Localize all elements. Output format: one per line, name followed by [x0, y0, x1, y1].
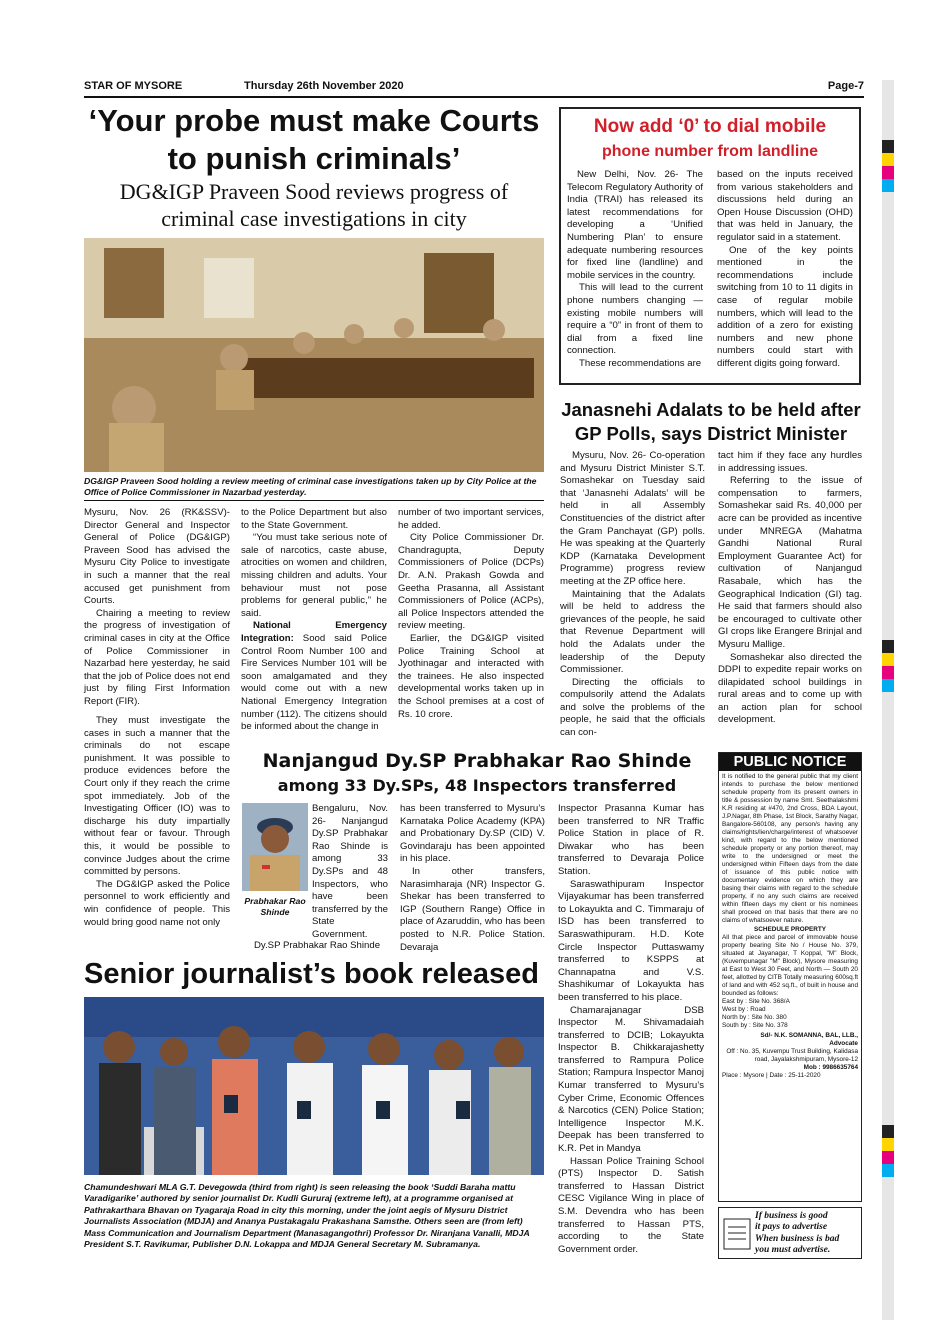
- caption-rule: [84, 500, 544, 501]
- story4-para: Saraswathipuram Inspector Vijayakumar has been transferred to Lokayukta and C. Timmaraju of ISD has been transferred to Saraswathipuram. H.D. Kote Circle Inspector Puttaswamy transferred to KSPPS at Channapatna and V.S. Shashikumar of Lokayukta has been transferred to his place.: [558, 878, 704, 1003]
- notice-address: Off : No. 35, Kuvempu Trust Building, Kalidasa road, Jayalakshmipuram, Mysore-12: [726, 1048, 858, 1063]
- schedule-body: All that piece and parcel of immovable house property bearing Site No / House No. 379, situated at Jayanagar, T Koppal, "M" Block, (Kuvempunagar "M" Block), Mysore measuring at East to West 30 Feet, and North — South 20 feet, allotted by CITB Totally measuring 600sq.ft of land and with 452 sq.ft., of built in house and bounded as follows:: [722, 934, 858, 997]
- story1-col1-cont: [84, 715, 230, 929]
- story2-headline2: phone number from landline: [601, 143, 818, 160]
- story1-para-lead: [241, 620, 387, 733]
- story1-col3: [398, 507, 544, 721]
- officer-portrait: [242, 803, 308, 891]
- story4-col1-top: [312, 803, 388, 942]
- story1-caption-text: DG&IGP Praveen Sood holding a review meeting of criminal case investigations taken up by City Police at the Office of Police Commissioner in Nazarbad yesterday.: [84, 476, 537, 498]
- story1-para: The DG&IGP asked the Police personnel to work efficiently and win confidence of people. This would bring good name not only: [84, 878, 230, 928]
- masthead: [84, 79, 864, 97]
- story3-para: Referring to the issue of compensation to farmers, Somashekar said Rs. 40,000 per acre can be provided as incentive under MNREGA (Mahatma Gandhi National Rural Employment Guarantee Act) for cultivation of Nanjangud Rasabale, which has the Geographical Indication (GI) tag. He said that farmers should also be encouraged to cultivate other GI crops like Erangere Brinjal and Mysuru Mallige.: [718, 475, 862, 650]
- advertise-line1: If business is good: [755, 1211, 828, 1221]
- story4-para: has been transferred to Mysuru’s Karnataka Police Academy (KPA) and Probationary Dy.SP (CID) V. Govindaraju has been appointed in his place.: [400, 803, 545, 865]
- book-release-illustration: [84, 997, 544, 1175]
- story2-para: One of the key points mentioned in the recommendations include switching from 10 to 11 digits in case of regular mobile numbers, which will lead to the addition of a zero for existing numbers and new phone numbers could start with different digits going forward.: [717, 244, 853, 369]
- story3-para: Directing the officials to compulsorily attend the Adalats and solve the problems of the people, he said that the officials can con-: [560, 676, 705, 739]
- public-notice-title: PUBLIC NOTICE: [719, 753, 861, 771]
- advertise-box: [718, 1207, 862, 1259]
- story2-para: based on the inputs received from various stakeholders and discussions held during an Open House Discussion (OHD) that was held in January, the regulator said in a statement.: [717, 169, 853, 243]
- story1-para: City Police Commissioner Dr. Chandragupta, Deputy Commissioners of Police (DCPs) Dr. A.N. Prakash Gowda and Geetha Prasanna, all Assistant Commissioners of Police (ACPs), all Police Inspectors attended the review meeting.: [398, 532, 544, 632]
- story1-para: They must investigate the cases in such a manner that the criminals do not escape punishment. It was possible to produce evidences before the Court only if they reach the crime spot immediately. Job of the Investigating Officer (IO) was to discharge his duty impartially without fear or favour. Through this, it would be possible to convince Judges about the crime committed by persons.: [84, 715, 230, 878]
- bound-north: North by : Site No. 380: [722, 1014, 787, 1021]
- story1-headline: ‘Your probe must make Courts to punish criminals’: [88, 103, 540, 176]
- public-notice-content: [719, 771, 861, 1082]
- story1-para: to the Police Department but also to the State Government.: [241, 507, 387, 531]
- bound-west: West by : Road: [722, 1006, 766, 1013]
- public-notice-body: It is notified to the general public that my client intends to purchase the below mentioned schedule property from its present owners in title & possession by name Smt. Seethalakshmi K.R residing at #470, 2nd Cross, BDA Layout, J.P.Nagar, 8th Phase, 1st Block, Sarathy Nagar, Bangalore-560108, any person/s having any claims/rights/lien/charge/interest of whatsoever kind, with regard to the below mentioned schedule property or any portion thereof, may write to the undersigned or meet the undersigned within Fifteen days from the date of issuance of this public notice with documentary evidence on which they are basing their claims with regard to the schedule property, if no any such claims are received within fifteen days my client or his nominees shall proceed on that basis that there are no claims of whatsoever nature.: [722, 773, 858, 924]
- story5-caption: [84, 1182, 544, 1250]
- color-registration-strip: [882, 80, 894, 1320]
- story3-col1: [560, 450, 705, 740]
- advertise-line4: you must advertise.: [755, 1245, 831, 1255]
- meeting-photo: [84, 238, 544, 472]
- story3-para: Maintaining that the Adalats will be held to address the grievances of the people, he said that Revenue Department will hold the Adalats under the leadership of the Deputy Commissioner.: [560, 588, 705, 676]
- story4-para: Dy.SP Prabhakar Rao Shinde: [254, 940, 381, 951]
- story3-para: Mysuru, Nov. 26- Co-operation and Mysuru District Minister S.T. Somashekar on Tuesday said that ‘Janasnehi Adalats’ will be held in all Assembly Constituencies of the district after the Gram Panchayat (GP) polls. He was speaking at the Quarterly KDP (Karnataka Development Programme) progress review meeting at the ZP office here.: [560, 450, 705, 587]
- story1-subhead: DG&IGP Praveen Sood reviews progress of criminal case investigations in city: [119, 179, 509, 231]
- officer-portrait-illustration: [242, 803, 308, 891]
- story1-para: Mysuru, Nov. 26 (RK&SSV)- Director General and Inspector General of Police (DG&IGP) Praveen Sood has advised the Mysuru City Police to investigate in such a manner that the real accused get punishment from Courts.: [84, 507, 230, 607]
- book-release-photo: [84, 997, 544, 1175]
- notice-signature: Sd/- N.K. SOMANNA, BAL, LLB.,: [760, 1032, 858, 1039]
- advertise-line2: it pays to advertise: [755, 1222, 828, 1232]
- meeting-photo-illustration: [84, 238, 544, 472]
- story4-col1-bottom: [242, 940, 388, 953]
- public-notice: [718, 752, 862, 1202]
- story2-para: New Delhi, Nov. 26- The Telecom Regulatory Authority of India (TRAI) has released its latest recommendations for developing a ‘Unified Numbering Plan’ to ensure adequate numbering resources for fixed line (landline) and mobile services in the country.: [567, 169, 703, 281]
- story4-para: Bengaluru, Nov. 26- Nanjangud Dy.SP Prabhakar Rao Shinde is among 33 Dy.SPs and 48 Inspectors, who have been transferred by the State Government.: [312, 803, 388, 940]
- story5-caption-text: Chamundeshwari MLA G.T. Devegowda (third from right) is seen releasing the book ‘Suddi Baraha mattu Varadigarike’ authored by senior journalist Dr. Kudli Gururaj (extreme left), at a programme organised at Pathrakarthara Bhavan on Tyagaraja Road in city this morning, under the joint aegis of Mysuru District Journalists Association (MDJA) and Ananya Pustakagalu Prakashana Samsthe. Others seen are (from left) Mass Communication and Journalism Department (Manasagangothri) Professor Dr. Niranjana Vanalli, MDJA President S.T. Ravikumar, Publisher D.N. Lokappa and MDJA General Secretary M. Subramanya.: [84, 1182, 530, 1250]
- story2-para: This will lead to the current phone numbers changing — existing mobile numbers will require a “0” in front of them to dial from a fixed line connection.: [567, 282, 703, 357]
- story4-photo-caption-text: Prabhakar Rao Shinde: [244, 896, 306, 918]
- story4-col3: [558, 803, 704, 1256]
- story3-headline: Janasnehi Adalats to be held after GP Polls, says District Minister: [561, 399, 861, 444]
- story2-col1: [567, 169, 703, 371]
- page-number: Page-7: [827, 80, 864, 92]
- story1-para: Chairing a meeting to review the progress of investigation of criminal cases in city at the Office of Police Commissioner in Nazarbad here yesterday, he said that the job of Police does not end just by filing First Information Report (FIR).: [84, 607, 230, 707]
- story4-headline: Nanjangud Dy.SP Prabhakar Rao Shinde: [262, 750, 692, 772]
- paper-name: STAR OF MYSORE: [84, 80, 183, 92]
- story4-para: Chamarajanagar DSB Inspector M. Shivamadaiah transferred to DCIB; Lokayukta Inspector B. Chikkarajashetty transferred to Rampura Police Station; Rampura Inspector Manoj Kumar transferred to Mysuru’s Cyber Crime, Economic Offences & Narcotics (CEN) Police Station; Intelligence Inspector M.K. Deepak has been transferred to K.R. Pet in Mandya: [558, 1004, 704, 1155]
- story4-col2: [400, 803, 545, 954]
- story4-para: In other transfers, Narasimharaja (NR) Inspector G. Shekar has been transferred to IGP (Southern Range) Office in place of Azaruddin, who has been posted to N.R. Police Station. Devaraja: [400, 865, 545, 953]
- cmyk-block: [882, 640, 894, 692]
- story4-photo-caption: [242, 896, 308, 919]
- story5-headline: Senior journalist’s book released: [84, 958, 540, 990]
- story2-col2: [717, 169, 853, 371]
- story3-para: tact him if they face any hurdles in addressing issues.: [718, 450, 862, 474]
- story4-subhead: among 33 Dy.SPs, 48 Inspectors transferred: [277, 776, 677, 795]
- subhead-national-emergency: National Emergency Integration:: [241, 620, 387, 644]
- masthead-date: Thursday 26th November 2020: [244, 80, 404, 92]
- bound-east: East by : Site No. 368/A: [722, 998, 790, 1005]
- story1-col1: [84, 507, 230, 709]
- story1-para: number of two important services, he added.: [398, 507, 544, 531]
- story1-para-text: Sood said Police Control Room Number 100 and Fire Services Number 101 will be soon amalgamated and they would come out with a new National Emergency Integration number (112). The citizens should be informed about the change in: [241, 632, 387, 733]
- story3-col2: [718, 450, 862, 727]
- notice-role: Advocate: [829, 1040, 858, 1047]
- story1-para: Earlier, the DG&IGP visited Police Training School at Jyothinagar and interacted with the trainees. He also inspected developmental works taken up in the School premises at a cost of Rs. 10 crore.: [398, 632, 544, 720]
- story1-col2: [241, 507, 387, 734]
- notice-mobile: Mob : 9986635764: [803, 1064, 858, 1071]
- story2-para: These recommendations are: [579, 357, 702, 369]
- bound-south: South by : Site No. 378: [722, 1022, 788, 1029]
- advertise-illustration-icon: [722, 1213, 752, 1253]
- cmyk-block: [882, 1125, 894, 1177]
- story2-box: [559, 107, 861, 385]
- story4-para: Inspector Prasanna Kumar has been transferred to NR Traffic Police Station in place of R. Diwakar who has been transferred to Devaraja Police Station.: [558, 803, 704, 877]
- advertise-line3: When business is bad: [755, 1234, 840, 1244]
- cmyk-block: [882, 140, 894, 192]
- story1-para: “You must take serious note of sale of narcotics, caste abuse, atrocities on women and children, missing children and adults. Your behaviour must not pose problems for general public,” he said.: [241, 532, 387, 619]
- story3-para: Somashekar also directed the DDPI to expedite repair works on dilapidated school buildings in rural areas and to come up with an action plan for school development.: [718, 651, 862, 726]
- story4-para: Hassan Police Training School (PTS) Inspector D. Satish transferred to Hassan District CESC Vigilance Wing in place of S.M. Devendra who has been transferred to Hassan PTS, according to the State Government order.: [558, 1155, 704, 1255]
- story2-headline: Now add ‘0’ to dial mobile: [593, 116, 827, 137]
- masthead-rule: [84, 96, 864, 98]
- story1-caption: [84, 476, 544, 499]
- notice-place-date: Place : Mysore | Date : 25-11-2020: [722, 1072, 821, 1079]
- schedule-title: SCHEDULE PROPERTY: [753, 926, 827, 933]
